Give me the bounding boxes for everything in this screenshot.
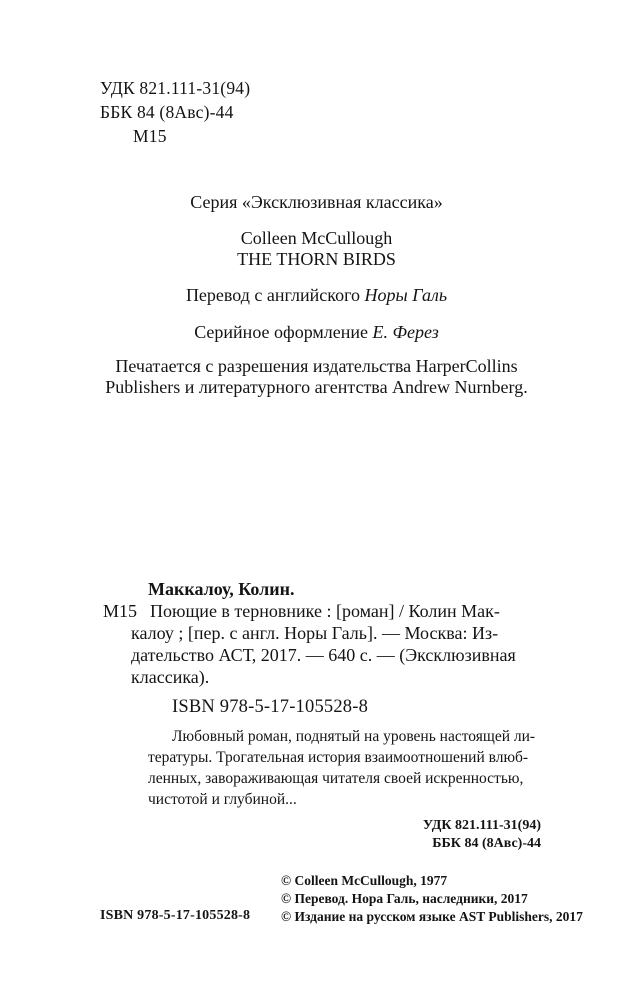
designer-name: Е. Ферез	[372, 322, 439, 342]
annotation-line-3: ленных, завораживающая читателя своей искренностью,	[148, 770, 524, 787]
copyright-block	[281, 872, 583, 926]
copyright-line-3: © Издание на русском языке AST Publishers, 2017	[281, 909, 583, 924]
author-sign-code: М15	[133, 126, 167, 146]
catalog-description-line-2: калоу ; [пер. с англ. Норы Галь]. — Москва: Из-	[131, 623, 499, 643]
annotation-block	[148, 726, 550, 810]
annotation-line-1: Любовный роман, поднятый на уровень настоящей ли-	[172, 728, 536, 745]
design-credit	[0, 322, 633, 343]
catalog-description-text-1: Поющие в терновнике : [роман] / Колин Мак-	[150, 601, 500, 621]
permission-line-1: Печатается с разрешения издательства HarperCollins	[115, 356, 518, 376]
translation-credit	[0, 285, 633, 306]
classification-block	[100, 76, 250, 148]
copyright-line-1: © Colleen McCullough, 1977	[281, 873, 448, 888]
catalog-entry	[103, 578, 555, 718]
catalog-description-line-3: дательство АСТ, 2017. — 640 с. — (Эксклюзивная	[131, 645, 516, 665]
udk-line: УДК 821.111-31(94)	[100, 78, 251, 98]
original-author: Colleen McCullough	[240, 228, 393, 248]
permission-line-2: Publishers и литературного агентства Andrew Nurnberg.	[105, 377, 528, 397]
catalog-isbn: ISBN 978-5-17-105528-8	[172, 697, 369, 717]
classification-right-block	[423, 817, 541, 853]
bbk-right-line: ББК 84 (8Авс)-44	[432, 836, 541, 851]
series-line: Серия «Эксклюзивная классика»	[190, 192, 443, 212]
copyright-line-2: © Перевод. Нора Галь, наследники, 2017	[281, 891, 528, 906]
annotation-line-2: тературы. Трогательная история взаимоотношений влюб-	[148, 749, 529, 766]
original-title: THE THORN BIRDS	[237, 249, 396, 269]
annotation-line-4: чистотой и глубиной...	[148, 791, 297, 808]
catalog-author-code: М15	[103, 601, 138, 621]
footer-isbn: ISBN 978-5-17-105528-8	[100, 908, 251, 923]
translation-prefix: Перевод с английского	[185, 285, 365, 305]
catalog-description-line-4: классика).	[131, 667, 210, 687]
translator-name: Норы Галь	[364, 285, 448, 305]
catalog-author-heading: Маккалоу, Колин.	[148, 579, 295, 599]
design-prefix: Серийное оформление	[194, 322, 373, 342]
bbk-line: ББК 84 (8Авс)-44	[100, 102, 234, 122]
catalog-description-line-1	[103, 600, 555, 622]
original-title-block	[0, 228, 633, 270]
udk-right-line: УДК 821.111-31(94)	[422, 818, 541, 833]
permission-note	[0, 356, 633, 398]
